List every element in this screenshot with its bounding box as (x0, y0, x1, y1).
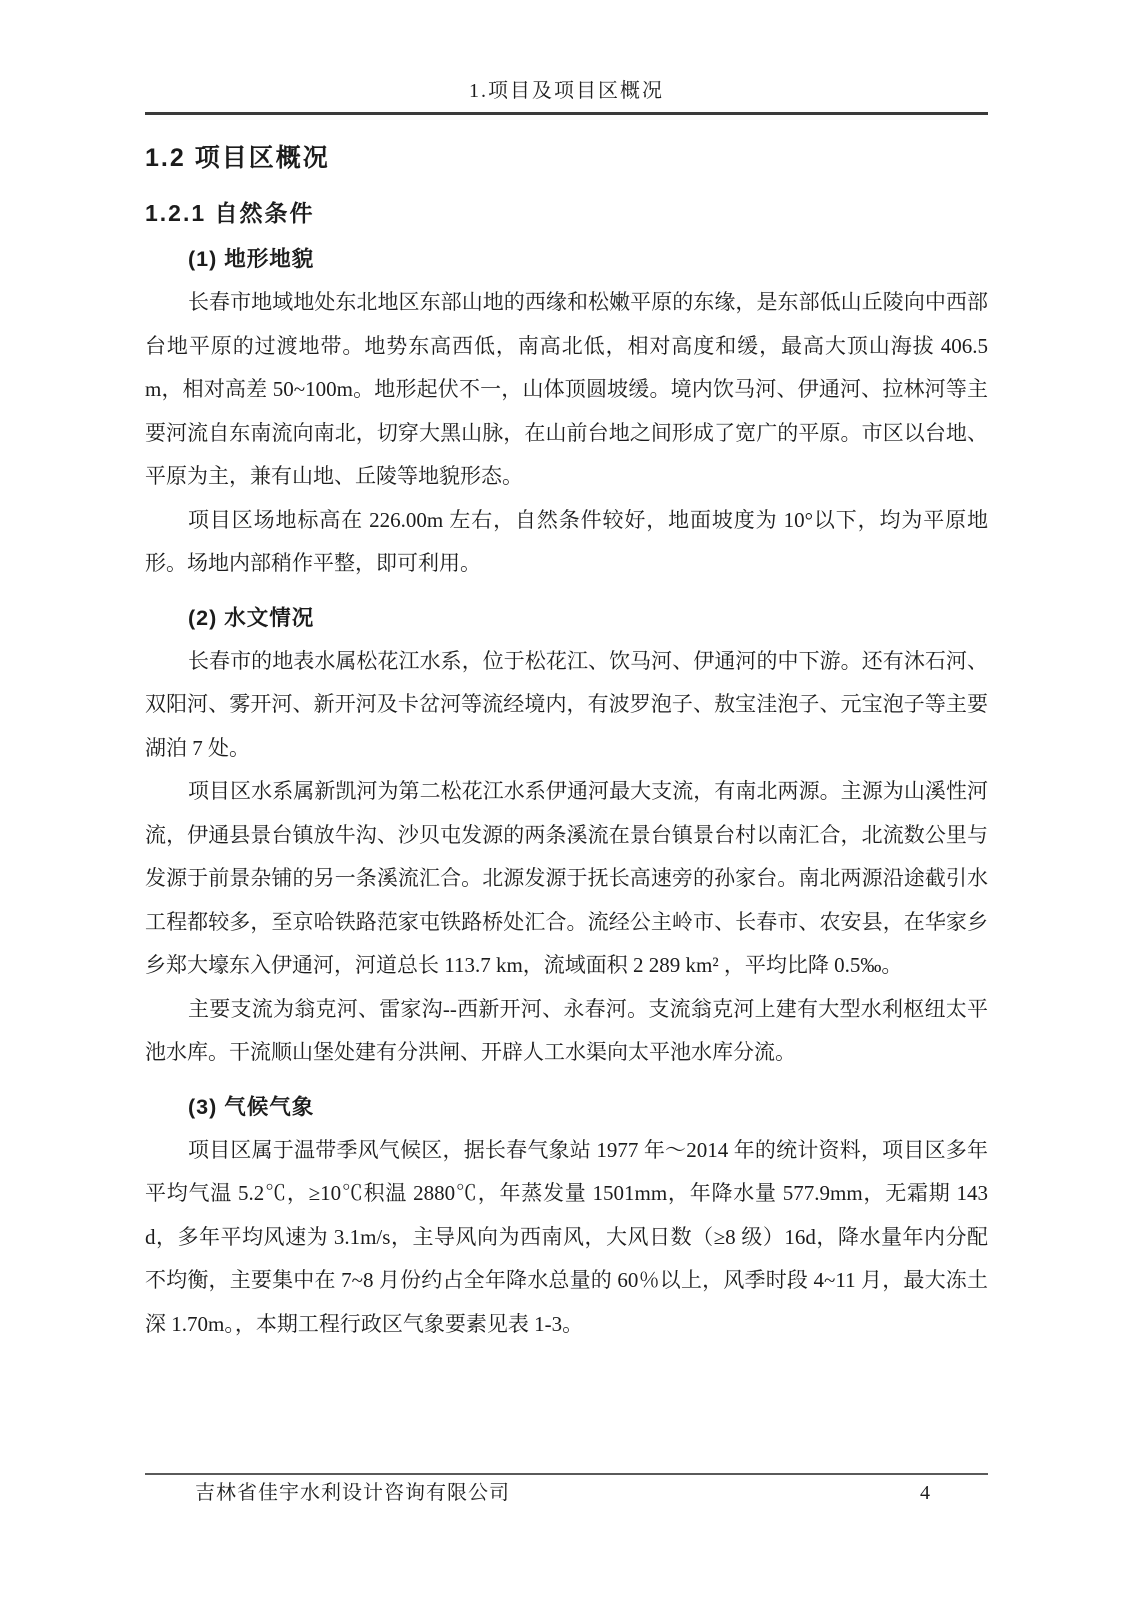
document-body (145, 237, 988, 1346)
body-paragraph: 项目区属于温带季风气候区，据长春气象站 1977 年～2014 年的统计资料，项目区多年平均气温 5.2℃，≥10℃积温 2880℃，年蒸发量 1501mm，年降水量 577.9mm，无霜期 143d，多年平均风速为 3.1m/s，主导风向为西南风，大风日数（≥8 级）16d，降水量年内分配不均衡，主要集中在 7~8 月份约占全年降水总量的 60％以上，风季时段 4~11 月，最大冻土深 1.70m。，本期工程行政区气象要素见表 1-3。 (145, 1137, 988, 1336)
section-title: 1.2 项目区概况 (145, 144, 330, 172)
body-paragraph: 项目区水系属新凯河为第二松花江水系伊通河最大支流，有南北两源。主源为山溪性河流，伊通县景台镇放牛沟、沙贝屯发源的两条溪流在景台镇景台村以南汇合，北流数公里与发源于前景杂铺的另一条溪流汇合。北源发源于抚长高速旁的孙家台。南北两源沿途截引水工程都较多，至京哈铁路范家屯铁路桥处汇合。流经公主岭市、长春市、农安县，在华家乡乡郑大壕东入伊通河，河道总长 113.7 km，流域面积 2 289 km² ，平均比降 0.5‰。 (145, 779, 988, 977)
clause-heading: (2) 水文情况 (188, 605, 315, 630)
clause-heading: (3) 气候气象 (188, 1094, 315, 1119)
footer-company-name: 吉林省佳宇水利设计咨询有限公司 (195, 1482, 510, 1504)
page-footer (145, 1473, 988, 1505)
body-paragraph: 长春市的地表水属松花江水系，位于松花江、饮马河、伊通河的中下游。还有沐石河、双阳河、雾开河、新开河及卡岔河等流经境内，有波罗泡子、敖宝洼泡子、元宝泡子等主要湖泊 7 处。 (145, 648, 988, 760)
page-header-title: 1.项目及项目区概况 (145, 78, 988, 115)
subsection-title: 1.2.1 自然条件 (145, 200, 315, 226)
body-paragraph: 长春市地域地处东北地区东部山地的西缘和松嫩平原的东缘，是东部低山丘陵向中西部台地平原的过渡地带。地势东高西低，南高北低，相对高度和缓，最高大顶山海拔 406.5m，相对高差 50~100m。地形起伏不一，山体顶圆坡缓。境内饮马河、伊通河、拉林河等主要河流自东南流向南北，切穿大黑山脉，在山前台地之间形成了宽广的平原。市区以台地、平原为主，兼有山地、丘陵等地貌形态。 (145, 290, 988, 488)
footer-page-number: 4 (920, 1482, 930, 1504)
body-paragraph: 项目区场地标高在 226.00m 左右，自然条件较好，地面坡度为 10°以下，均为平原地形。场地内部稍作平整，即可利用。 (145, 507, 988, 575)
clause-heading: (1) 地形地貌 (188, 247, 315, 271)
page-content (145, 78, 988, 1346)
body-paragraph: 主要支流为翁克河、雷家沟--西新开河、永春河。支流翁克河上建有大型水利枢纽太平池水库。干流顺山堡处建有分洪闸、开辟人工水渠向太平池水库分流。 (145, 996, 988, 1064)
